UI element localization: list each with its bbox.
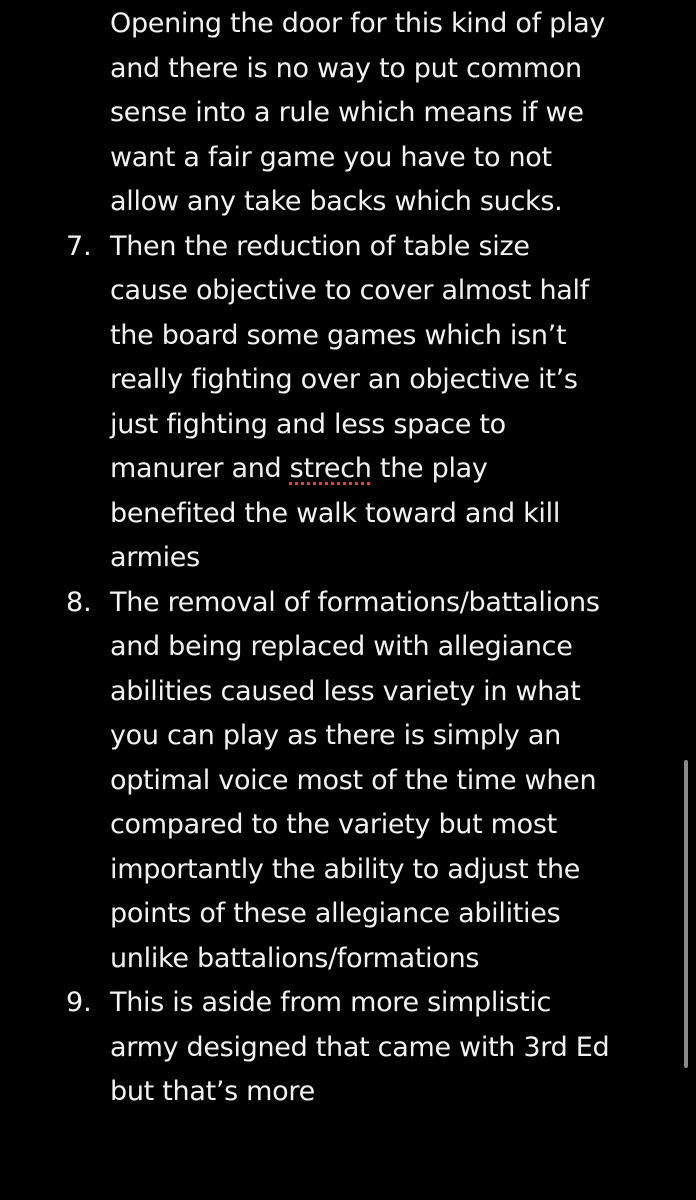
- list-number: 8.: [66, 587, 92, 618]
- text-fragment: the play: [379, 453, 488, 484]
- text-line: but that’s more: [110, 1076, 315, 1107]
- text-line: armies: [110, 542, 200, 573]
- text-line: allow any take backs which sucks.: [110, 186, 563, 217]
- text-line: sense into a rule which means if we: [110, 97, 584, 128]
- text-line: This is aside from more simplistic: [110, 987, 552, 1018]
- text-line: cause objective to cover almost half: [110, 275, 589, 306]
- text-line: army designed that came with 3rd Ed: [110, 1032, 610, 1063]
- text-line: abilities caused less variety in what: [110, 676, 581, 707]
- text-line: compared to the variety but most: [110, 809, 557, 840]
- misspelled-word[interactable]: strech: [289, 453, 372, 484]
- list-number: 7.: [66, 231, 92, 262]
- text-line: want a fair game you have to not: [110, 142, 552, 173]
- text-line: Then the reduction of table size: [110, 231, 530, 262]
- text-line: unlike battalions/formations: [110, 943, 480, 974]
- list-number: 9.: [66, 987, 92, 1018]
- text-line: and being replaced with allegiance: [110, 631, 573, 662]
- vertical-scrollbar[interactable]: [684, 760, 688, 1068]
- text-line: Opening the door for this kind of play: [110, 8, 606, 39]
- text-line: [110, 447, 488, 491]
- text-line: just fighting and less space to: [110, 409, 506, 440]
- text-fragment: manurer and: [110, 453, 282, 484]
- text-line: really fighting over an objective it’s: [110, 364, 578, 395]
- text-line: benefited the walk toward and kill: [110, 498, 561, 529]
- text-line: the board some games which isn’t: [110, 320, 567, 351]
- text-line: points of these allegiance abilities: [110, 898, 561, 929]
- text-line: you can play as there is simply an: [110, 720, 561, 751]
- text-line: importantly the ability to adjust the: [110, 854, 581, 885]
- text-line: optimal voice most of the time when: [110, 765, 597, 796]
- text-line: and there is no way to put common: [110, 53, 582, 84]
- text-line: The removal of formations/battalions: [110, 587, 600, 618]
